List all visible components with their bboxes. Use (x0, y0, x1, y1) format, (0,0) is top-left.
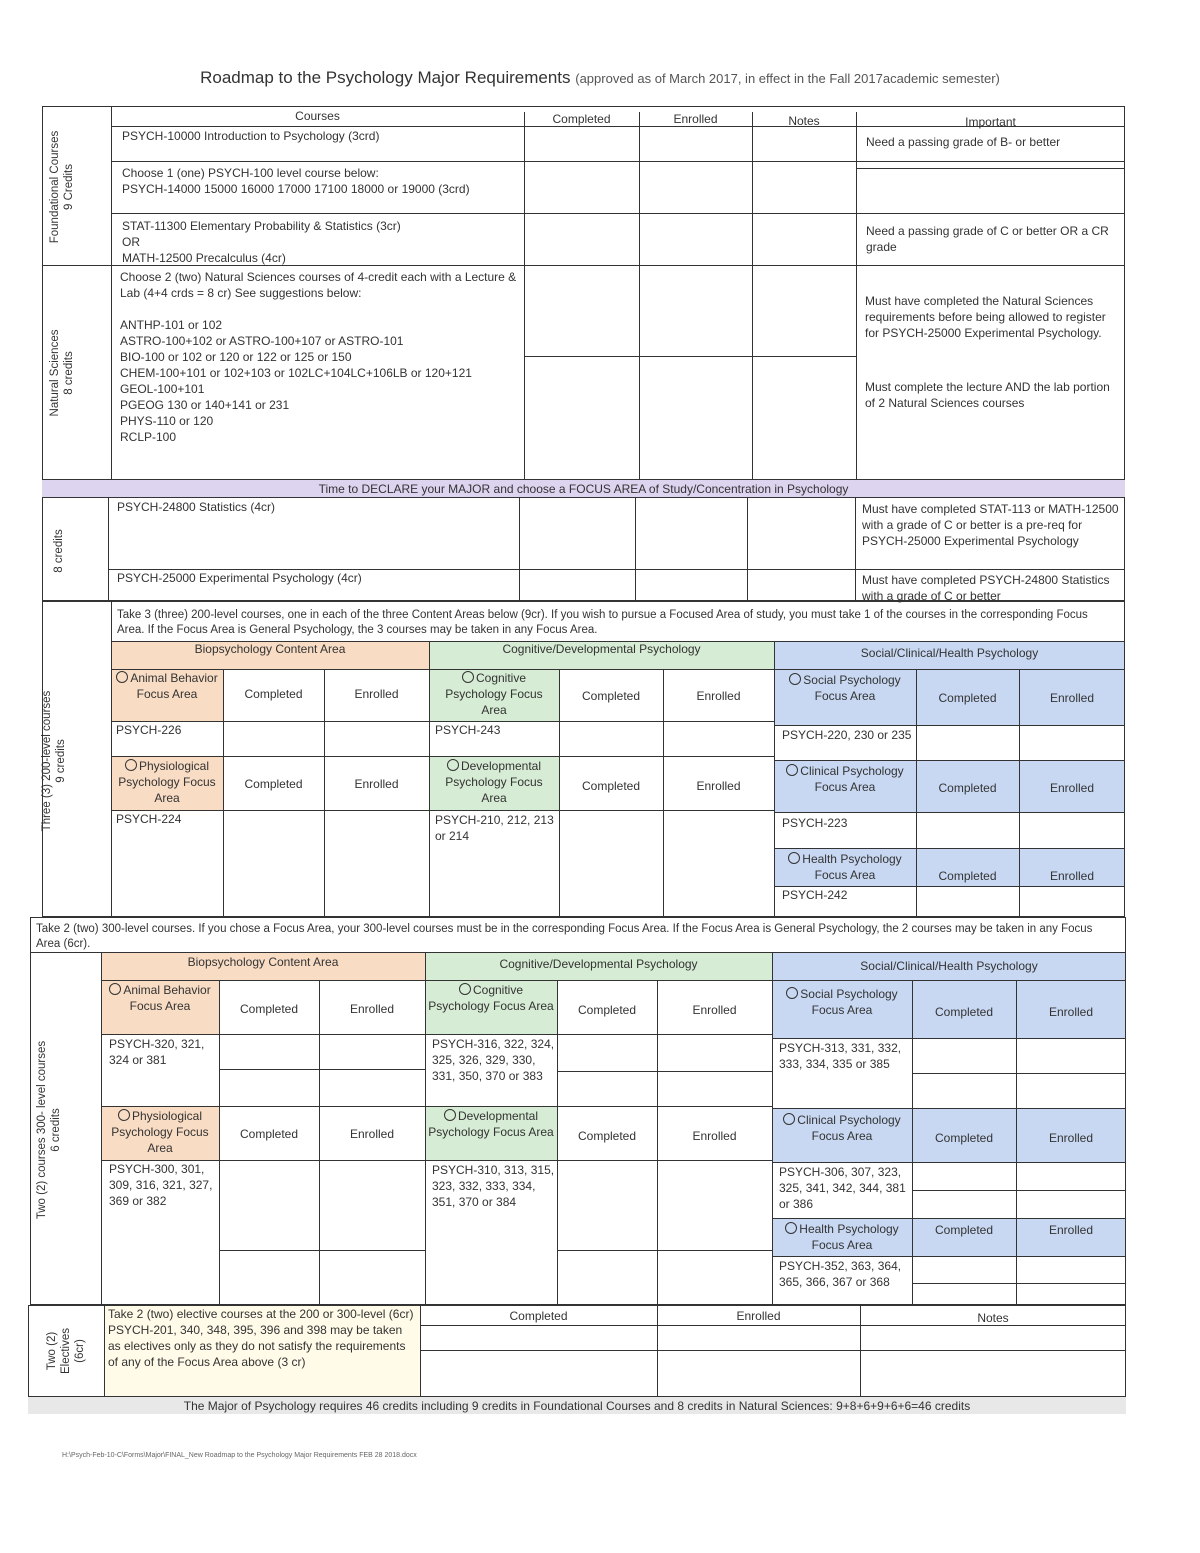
soc300-social-completed: Completed (934, 1005, 994, 1019)
soc-clinical-enrolled: Enrolled (1049, 781, 1095, 795)
level200-intro: Take 3 (three) 200-level courses, one in each of the three Content Areas below (9cr). If you wish to pursue a Focused Area of study, you must take 1 of the courses in the corresponding Focus Area. If the Focus Area is General Psychology, the 3 courses may be taken in any Focus Area. (117, 609, 1088, 636)
radio-icon (125, 759, 137, 771)
soc300-health-completed: Completed (934, 1223, 994, 1237)
level200-label: Three (3) 200-level courses 9 credits (41, 690, 67, 832)
animal-200-courses: PSYCH-226 (116, 723, 182, 737)
cognitive-200-label: Cognitive Psychology Focus Area (445, 671, 543, 717)
health-300-label: Health Psychology Focus Area (799, 1222, 899, 1252)
cog300-cognitive-enrolled: Enrolled (692, 1003, 737, 1017)
cog300-cognitive-completed: Completed (577, 1003, 637, 1017)
radio-health-200[interactable] (777, 851, 913, 883)
cog300-develop-completed: Completed (577, 1129, 637, 1143)
radio-physio-200[interactable] (113, 758, 221, 806)
social-300-label: Social Psychology Focus Area (800, 987, 898, 1017)
bio-animal-completed: Completed (244, 687, 303, 701)
cognitive-300-label: Cognitive Psychology Focus Area (428, 983, 554, 1013)
cognitive-300-courses: PSYCH-316, 322, 324, 325, 326, 329, 330, 331, 350, 370 or 383 (432, 1037, 555, 1083)
foundational-label: Foundational Courses 9 Credits (49, 130, 75, 244)
physio-200-label: Physiological Psychology Focus Area (118, 759, 216, 805)
radio-develop-300[interactable] (428, 1108, 554, 1140)
soc-head: Social/Clinical/Health Psychology (860, 646, 1039, 660)
radio-social-300[interactable] (775, 986, 909, 1018)
foundational-row3-important: Need a passing grade of C or better OR a CR grade (866, 224, 1109, 254)
bio-head: Biopsychology Content Area (194, 642, 346, 656)
title-subtitle: (approved as of March 2017, in effect in the Fall 2017academic semester) (575, 71, 1000, 86)
soc-clinical-completed: Completed (938, 781, 997, 795)
cog300-head: Cognitive/Developmental Psychology (499, 957, 698, 971)
radio-animal-300[interactable] (103, 982, 217, 1014)
foundational-row1: PSYCH-10000 Introduction to Psychology (3crd) (122, 129, 380, 143)
radio-physio-300[interactable] (103, 1108, 217, 1156)
health-300-courses: PSYCH-352, 363, 364, 365, 366, 367 or 368 (779, 1259, 902, 1289)
physio-300-courses: PSYCH-300, 301, 309, 316, 321, 327, 369 or 382 (109, 1162, 213, 1208)
radio-icon (459, 983, 471, 995)
header-important: Important (965, 115, 1016, 129)
bio300-animal-completed: Completed (239, 1002, 299, 1016)
radio-icon (783, 1113, 795, 1125)
level300-intro: Take 2 (two) 300-level courses. If you chose a Focus Area, your 300-level courses must be in the corresponding Focus Area. If the Focus Area is General Psychology, the 2 courses may be taken in any Focus Area (6cr). (36, 923, 1093, 950)
header-enrolled: Enrolled (673, 112, 718, 126)
animal-300-courses: PSYCH-320, 321, 324 or 381 (109, 1037, 205, 1067)
soc-social-completed: Completed (938, 691, 997, 705)
social-200-courses: PSYCH-220, 230 or 235 (782, 728, 912, 742)
bio-physio-completed: Completed (244, 777, 303, 791)
radio-icon (789, 673, 801, 685)
bio300-physio-enrolled: Enrolled (349, 1127, 395, 1141)
radio-clinical-200[interactable] (777, 763, 913, 795)
physio-300-label: Physiological Psychology Focus Area (111, 1109, 209, 1155)
health-200-courses: PSYCH-242 (782, 888, 848, 902)
radio-develop-200[interactable] (432, 758, 556, 806)
soc-health-enrolled: Enrolled (1049, 869, 1095, 883)
experimental-important: Must have completed PSYCH-24800 Statistics with a grade of C or better (862, 573, 1110, 603)
bio-animal-enrolled: Enrolled (354, 687, 399, 701)
radio-animal-200[interactable] (113, 670, 221, 702)
develop-300-courses: PSYCH-310, 313, 315, 323, 332, 333, 334, 351, 370 or 384 (432, 1163, 555, 1209)
clinical-200-courses: PSYCH-223 (782, 816, 848, 830)
develop-200-courses: PSYCH-210, 212, 213 or 214 (435, 813, 554, 843)
social-200-label: Social Psychology Focus Area (803, 673, 901, 703)
electives-label: Two (2) Electives (6cr) (46, 1327, 86, 1375)
cog-cognitive-completed: Completed (581, 689, 641, 703)
clinical-300-courses: PSYCH-306, 307, 323, 325, 341, 342, 344, 381 or 386 (779, 1165, 906, 1211)
foundational-row1-important: Need a passing grade of B- or better (866, 135, 1061, 149)
animal-300-label: Animal Behavior Focus Area (123, 983, 211, 1013)
develop-300-label: Developmental Psychology Focus Area (428, 1109, 554, 1139)
stats-important: Must have completed STAT-113 or MATH-12500 with a grade of C or better is a pre-req for PSYCH-25000 Experimental Psychology (862, 502, 1119, 548)
foundational-row2: Choose 1 (one) PSYCH-100 level course below: PSYCH-14000 15000 16000 17000 17100 18000 or 19000 (3crd) (122, 166, 470, 196)
header-notes: Notes (788, 114, 820, 128)
electives-text: Take 2 (two) elective courses at the 200 or 300-level (6cr) PSYCH-201, 340, 348, 395, 396 and 398 may be taken as electives only as they do not satisfy the requirements of any of the Focus Area above (3 cr) (108, 1307, 414, 1369)
cognitive-200-courses: PSYCH-243 (435, 723, 501, 737)
radio-social-200[interactable] (777, 672, 913, 704)
social-300-courses: PSYCH-313, 331, 332, 333, 334, 335 or 385 (779, 1041, 902, 1071)
cog300-develop-enrolled: Enrolled (692, 1129, 737, 1143)
cog-develop-completed: Completed (581, 779, 641, 793)
bio300-animal-enrolled: Enrolled (349, 1002, 395, 1016)
soc300-clinical-completed: Completed (934, 1131, 994, 1145)
health-200-label: Health Psychology Focus Area (802, 852, 902, 882)
header-courses: Courses (295, 109, 340, 123)
natsci-label: Natural Sciences 8 credits (49, 329, 75, 417)
cog-cognitive-enrolled: Enrolled (696, 689, 741, 703)
eight-credit-label: 8 credits (53, 529, 65, 573)
radio-cognitive-200[interactable] (432, 670, 556, 718)
electives-notes: Notes (977, 1311, 1009, 1325)
radio-icon (788, 852, 800, 864)
natsci-important-2: Must complete the lecture AND the lab portion of 2 Natural Sciences courses (865, 380, 1110, 410)
electives-enrolled: Enrolled (736, 1309, 781, 1323)
declare-banner: Time to DECLARE your MAJOR and choose a FOCUS AREA of Study/Concentration in Psychology (318, 482, 849, 496)
cog-head: Cognitive/Developmental Psychology (502, 642, 701, 656)
bio-physio-enrolled: Enrolled (354, 777, 399, 791)
radio-icon (109, 983, 121, 995)
soc300-head: Social/Clinical/Health Psychology (860, 959, 1038, 973)
natsci-important-1: Must have completed the Natural Sciences requirements before being allowed to register for PSYCH-25000 Experimental Psychology. (865, 294, 1106, 340)
stats-course: PSYCH-24800 Statistics (4cr) (117, 500, 276, 514)
radio-icon (118, 1109, 130, 1121)
soc-social-enrolled: Enrolled (1049, 691, 1095, 705)
radio-icon (786, 764, 798, 776)
level300-label: Two (2) courses 300- level courses 6 credits (36, 1040, 62, 1220)
radio-cognitive-300[interactable] (428, 982, 554, 1014)
clinical-200-label: Clinical Psychology Focus Area (800, 764, 904, 794)
soc300-social-enrolled: Enrolled (1048, 1005, 1094, 1019)
radio-icon (785, 1222, 797, 1234)
soc300-health-enrolled: Enrolled (1048, 1223, 1094, 1237)
header-completed: Completed (552, 112, 611, 126)
natsci-text: Choose 2 (two) Natural Sciences courses of 4-credit each with a Lecture & Lab (4+4 crds = 8 cr) See suggestions below: ANTHP-101 or 102 ASTRO-100+102 or ASTRO-100+107 or ASTRO-101 BIO-100 or 102 or 120 or 122 or 125 or 150 CHEM-100+101 or 102+103 or 102LC+104LC+106LB or 120+121 GEOL-100+101 PGEOG 130 or 140+141 or 231 PHYS-110 or 120 RCLP-100 (120, 270, 517, 444)
footer-path: H:\Psych-Feb-10-C\Forms\Major\FINAL_New Roadmap to the Psychology Major Requirements FEB 28 2018.docx (62, 1452, 417, 1459)
cog-develop-enrolled: Enrolled (696, 779, 741, 793)
clinical-300-label: Clinical Psychology Focus Area (797, 1113, 901, 1143)
physio-200-courses: PSYCH-224 (116, 812, 182, 826)
page-title (0, 68, 1200, 88)
electives-completed: Completed (509, 1309, 568, 1323)
radio-icon (447, 759, 459, 771)
develop-200-label: Developmental Psychology Focus Area (445, 759, 543, 805)
radio-health-300[interactable] (775, 1221, 909, 1253)
foundational-row3: STAT-11300 Elementary Probability & Statistics (3cr) OR MATH-12500 Precalculus (4cr) (122, 219, 401, 265)
bio300-head: Biopsychology Content Area (187, 955, 339, 969)
total-credits: The Major of Psychology requires 46 credits including 9 credits in Foundational Courses and 8 credits in Natural Sciences: 9+8+6+9+6+6=46 credits (183, 1399, 971, 1413)
experimental-course: PSYCH-25000 Experimental Psychology (4cr) (117, 571, 362, 585)
radio-icon (462, 671, 474, 683)
title-main: Roadmap to the Psychology Major Requirements (200, 68, 571, 87)
radio-icon (444, 1109, 456, 1121)
animal-200-label: Animal Behavior Focus Area (130, 671, 218, 701)
bio300-physio-completed: Completed (239, 1127, 299, 1141)
radio-clinical-300[interactable] (775, 1112, 909, 1144)
soc300-clinical-enrolled: Enrolled (1048, 1131, 1094, 1145)
radio-icon (786, 987, 798, 999)
soc-health-completed: Completed (938, 869, 997, 883)
radio-icon (116, 671, 128, 683)
